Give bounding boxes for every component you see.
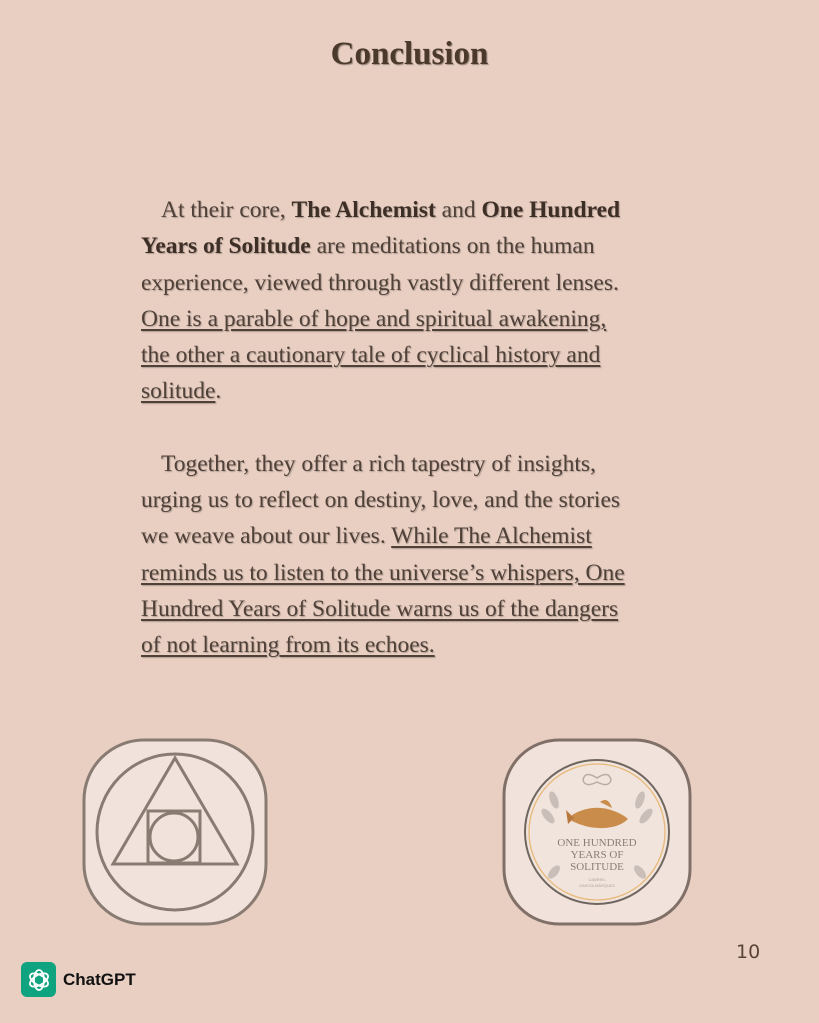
text: and — [435, 197, 482, 223]
text-line — [141, 555, 701, 591]
cover-author: GARCÍA MÁRQUEZ — [578, 883, 616, 888]
cover-title-line: SOLITUDE — [570, 861, 624, 873]
underlined-text: One is a parable of hope and spiritual awakening, — [141, 305, 607, 332]
underlined-text: Hundred Years of Solitude warns us of the dangers — [141, 595, 619, 622]
book-cover-image — [502, 738, 692, 926]
paragraph — [141, 446, 701, 664]
brand-watermark — [21, 962, 136, 997]
brand-label: ChatGPT — [63, 969, 136, 989]
underlined-text: the other a cautionary tale of cyclical history and — [141, 342, 601, 369]
page-number: 10 — [736, 941, 761, 963]
text-line — [141, 301, 701, 337]
text: urging us to reflect on destiny, love, and the stories — [141, 487, 621, 514]
openai-logo-icon — [21, 962, 56, 997]
underlined-text: While The Alchemist — [391, 523, 592, 550]
text-line — [141, 591, 701, 627]
paragraph — [141, 192, 701, 410]
text: At their core, — [161, 197, 292, 223]
text: are meditations on the human — [310, 233, 595, 260]
bold-title: One Hundred — [481, 197, 621, 223]
conclusion-body — [141, 192, 701, 700]
bold-title: The Alchemist — [291, 197, 436, 223]
text-line — [141, 265, 701, 301]
alchemy-symbol-icon — [82, 738, 268, 926]
cover-author: GABRIEL — [588, 877, 606, 882]
underlined-text: reminds us to listen to the universe’s whispers, One — [141, 559, 625, 586]
text: Together, they offer a rich tapestry of insights, — [161, 450, 596, 477]
underlined-text: of not learning from its echoes. — [141, 632, 435, 659]
page-title: Conclusion — [330, 36, 489, 72]
text-line — [141, 192, 701, 228]
text-line — [141, 627, 701, 663]
text-line — [141, 337, 701, 373]
text: experience, viewed through vastly different lenses. — [141, 269, 619, 296]
text-line — [141, 518, 701, 554]
cover-title-line: YEARS OF — [570, 849, 624, 861]
text-line — [141, 228, 701, 264]
text-line — [141, 373, 701, 409]
alchemy-symbol-badge — [82, 738, 268, 931]
cover-title-line: ONE HUNDRED — [557, 837, 637, 849]
text-line — [141, 446, 701, 482]
underlined-text: solitude — [141, 378, 216, 405]
text: we weave about our lives. — [141, 523, 392, 550]
text-line — [141, 482, 701, 518]
book-cover-badge — [502, 738, 692, 931]
bold-title: Years of Solitude — [141, 233, 311, 260]
text: . — [215, 378, 222, 405]
